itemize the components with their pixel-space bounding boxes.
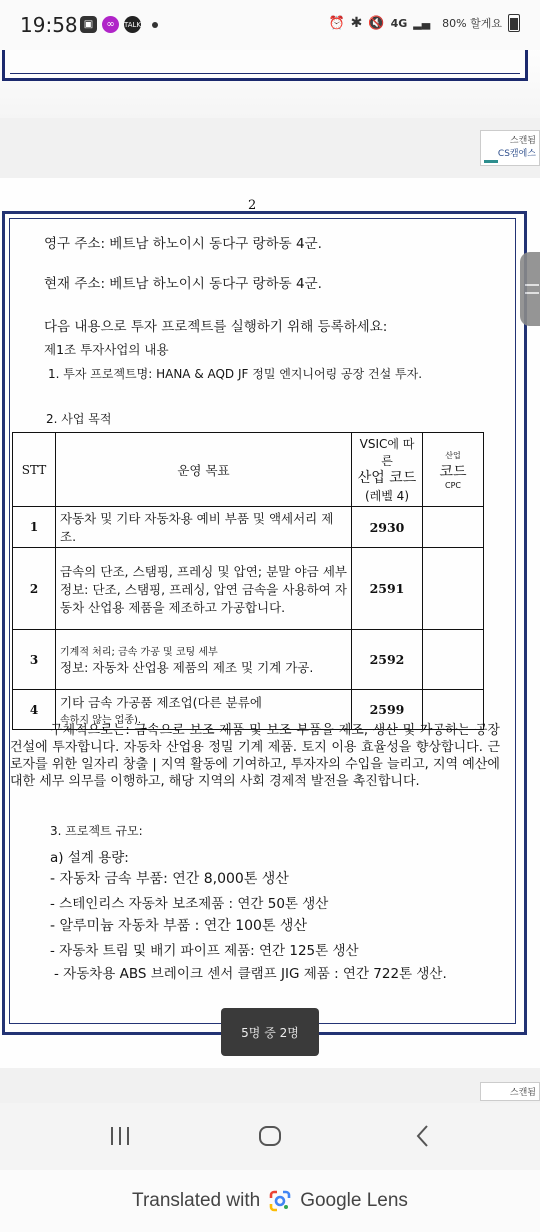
navigation-bar <box>0 1103 540 1170</box>
status-bar <box>0 0 540 50</box>
scan-label-top <box>480 130 540 166</box>
capacity-item: - 알루미늄 자동차 부품 : 연간 100톤 생산 <box>50 918 307 934</box>
page-indicator: 5명 중 2명 <box>221 1008 319 1056</box>
scan-label-bar <box>484 160 498 163</box>
back-button[interactable] <box>408 1121 438 1151</box>
register-intro: 다음 내용으로 투자 프로젝트를 실행하기 위해 등록하세요: <box>44 319 388 335</box>
article-1-title: 제1조 투자사업의 내용 <box>44 342 169 357</box>
header-goal: 운영 목표 <box>56 433 352 507</box>
capacity-item: - 자동차용 ABS 브레이크 센서 클램프 JIG 제품 : 연간 722톤 생산. <box>54 966 447 982</box>
scan-label-text: 스캔됨 <box>509 1088 536 1098</box>
battery-icon <box>508 14 520 32</box>
current-address: 현재 주소: 베트남 하노이시 동다구 랑하동 4군. <box>44 276 322 292</box>
header-cpc-main: 코드 <box>439 463 467 480</box>
header-vsic-line3: (레벨 4) <box>365 489 409 503</box>
edge-panel-handle[interactable] <box>520 252 540 326</box>
row-goal: 금속의 단조, 스탬핑, 프레싱 및 압연; 분말 야금 세부 정보: 단조, 스탬핑, 프레싱, 압연 금속을 사용하여 자동차 산업용 제품을 제조하고 가공합니다. <box>56 548 352 630</box>
footer-prefix: Translated with <box>132 1190 261 1211</box>
header-stt: STT <box>13 433 56 507</box>
talk-icon: TALK <box>124 16 141 33</box>
capacity-item: - 스테인리스 자동차 보조제품 : 연간 50톤 생산 <box>50 896 329 912</box>
google-lens-footer <box>0 1170 540 1232</box>
row-cpc <box>423 548 484 630</box>
home-button[interactable] <box>255 1121 285 1151</box>
header-vsic-line1: VSIC에 따른 <box>359 437 415 468</box>
row-stt: 3 <box>13 630 56 690</box>
table-row <box>13 507 484 548</box>
row-code: 2592 <box>352 630 423 690</box>
home-icon <box>258 1125 282 1147</box>
row-goal-main: 기타 금속 가공품 제조업(다른 분류에 <box>60 695 262 710</box>
row-goal-small: 속하지 않는 업종). <box>60 715 142 726</box>
header-vsic-line2: 산업 코드 <box>357 470 417 486</box>
row-goal <box>56 630 352 690</box>
project-scale-title: 3. 프로젝트 규모: <box>50 824 143 838</box>
capacity-item: - 자동차 금속 부품: 연간 8,000톤 생산 <box>50 871 289 887</box>
capacity-item: - 자동차 트림 및 배기 파이프 제품: 연간 125톤 생산 <box>50 943 359 959</box>
row-stt: 1 <box>13 507 56 548</box>
notification-icons <box>80 16 158 33</box>
more-notifications-dot <box>152 22 158 28</box>
row-goal-main: 정보: 자동차 산업용 제품의 제조 및 기계 가공. <box>60 660 314 675</box>
purpose-paragraph: 구체적으로는: 금속으로 보조 제품 및 보조 부품을 제조, 생산 및 가공하는 공장 건설에 투자합니다. 자동차 산업용 정밀 기계 제품. 토지 이용 효율성을 향상합니다. 근로자를 위한 일자리 창출 | 지역 활동에 기여하고, 투자자의 수입을 늘리고, 지역 예산에 대한 세무 의무를 이행하고, 해당 지역의 사회 경제적 발전을 촉진합니다. <box>10 723 500 789</box>
gallery-icon: ▣ <box>80 16 97 33</box>
header-cpc-sub: CPC <box>445 480 461 490</box>
row-code: 2591 <box>352 548 423 630</box>
back-icon <box>411 1124 435 1148</box>
bluetooth-icon: ✱ <box>350 15 363 31</box>
network-label: 4G <box>390 16 408 30</box>
recents-button[interactable] <box>105 1121 135 1151</box>
business-purpose-title: 2. 사업 목적 <box>46 412 112 426</box>
design-capacity-title: a) 설계 용량: <box>50 850 129 866</box>
header-cpc-top: 산업 <box>445 450 461 460</box>
scan-label-text: 스캔됨 <box>509 136 536 146</box>
table-row <box>13 548 484 630</box>
business-goals-table <box>12 432 484 730</box>
project-name: 1. 투자 프로젝트명: HANA & AQD JF 정밀 엔지니어링 공장 건설 투자. <box>48 367 423 381</box>
header-vsic <box>352 433 423 507</box>
row-goal-small: 기계적 처리; 금속 가공 및 코팅 세부 <box>60 647 218 658</box>
row-cpc <box>423 630 484 690</box>
row-goal: 자동차 및 기타 자동차용 예비 부품 및 액세서리 제조. <box>56 507 352 548</box>
recents-icon <box>108 1125 132 1147</box>
row-cpc <box>423 507 484 548</box>
row-code: 2930 <box>352 507 423 548</box>
scan-label-subtext: CS캠에스 <box>497 149 536 159</box>
status-time: 19:58 <box>20 13 78 37</box>
footer-brand: Google Lens <box>300 1190 408 1211</box>
signal-icon: ▂▄ <box>413 16 431 30</box>
page-number: 2 <box>248 198 257 213</box>
link-app-icon: ∞ <box>102 16 119 33</box>
table-row <box>13 630 484 690</box>
permanent-address: 영구 주소: 베트남 하노이시 동다구 랑하동 4군. <box>44 236 322 252</box>
header-cpc <box>423 433 484 507</box>
scan-label-bottom <box>480 1082 540 1101</box>
alarm-icon: ⏰ <box>328 15 345 31</box>
table-header-row <box>13 433 484 507</box>
row-code: 2599 <box>352 690 423 730</box>
row-stt: 2 <box>13 548 56 630</box>
row-stt: 4 <box>13 690 56 730</box>
google-lens-icon <box>268 1189 292 1213</box>
system-icons <box>328 14 520 32</box>
battery-label: 80% 할게요 <box>442 17 502 30</box>
mute-icon: 🔇 <box>368 15 385 31</box>
